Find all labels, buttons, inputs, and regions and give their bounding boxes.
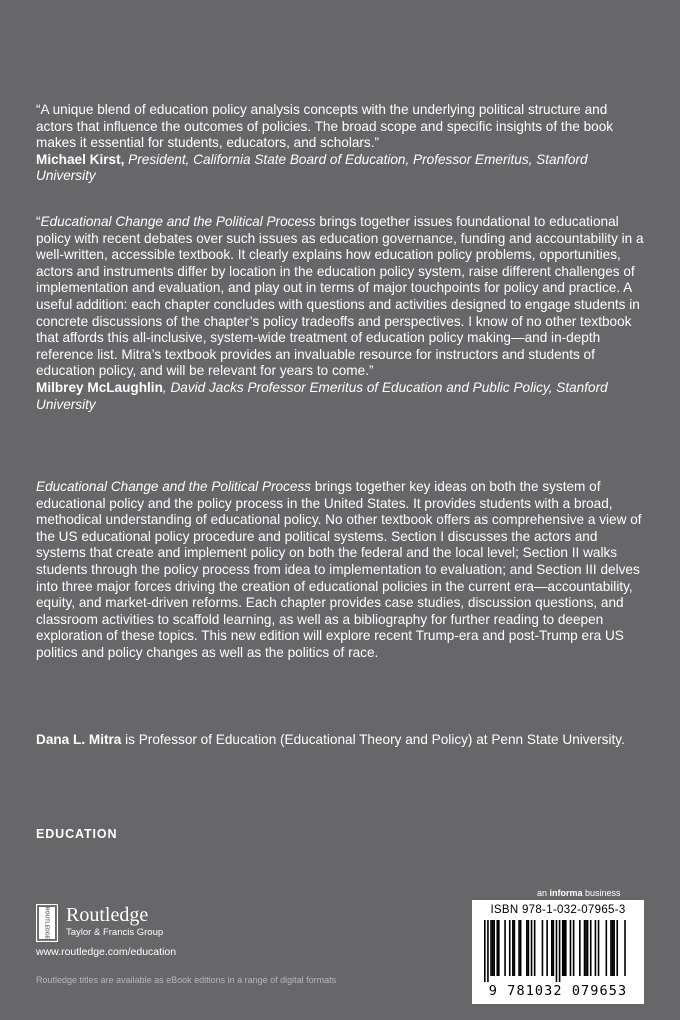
routledge-mark-icon [36, 904, 58, 942]
endorsement-1 [36, 102, 648, 185]
routledge-mark-text: ROUTLEDGE [43, 906, 50, 940]
endorsement-2 [36, 214, 648, 413]
book-description-text [36, 479, 648, 662]
barcode-bar [616, 920, 618, 976]
endorsement-2-name: Milbrey McLaughlin [36, 379, 163, 395]
barcode-bar [563, 920, 565, 976]
barcode-bar [595, 920, 597, 976]
barcode-bar [546, 920, 548, 976]
endorsement-2-affiliation: , David Jacks Professor Emeritus of Education and Public Policy, Stanford University [36, 379, 608, 412]
barcode-bar [624, 920, 626, 976]
informa-brand: informa [549, 888, 583, 898]
endorsement-1-quote: “A unique blend of education policy analysis concepts with the underlying political structure and actors that influence the outcomes of policies. The broad scope and specific insights of the book makes it essential for students, educators, and scholars.” [36, 102, 614, 151]
barcode-bar [504, 920, 506, 976]
barcode-bar [570, 920, 572, 976]
endorsement-2-book-title: Educational Change and the Political Process [40, 214, 316, 229]
ebook-note: Routledge titles are available as eBook editions in a range of digital formats [36, 975, 337, 985]
author-bio-text [36, 732, 648, 749]
barcode-bar [526, 920, 528, 976]
informa-tagline [537, 888, 621, 898]
barcode-bar [590, 920, 592, 976]
barcode-bar [556, 920, 558, 982]
barcode-bar [612, 920, 614, 976]
barcode-bar [531, 920, 533, 976]
publisher-group: Taylor & Francis Group [66, 927, 164, 938]
barcode-bar [584, 920, 586, 976]
book-description [36, 479, 648, 662]
barcode-bar [565, 920, 567, 976]
informa-prefix: an [537, 888, 550, 898]
barcode-bar [606, 920, 608, 976]
subject-category: EDUCATION [36, 827, 118, 841]
publisher-website: www.routledge.com/education [36, 946, 177, 958]
barcode-bar [553, 920, 555, 976]
endorsement-2-quote-open: “ [36, 214, 41, 229]
barcode-bar [610, 920, 612, 976]
barcode-bar [585, 920, 587, 976]
informa-suffix: business [582, 888, 621, 898]
author-bio [36, 732, 648, 749]
publisher-logo-text [66, 904, 163, 939]
author-name: Dana L. Mitra [36, 732, 122, 747]
barcode-bar [587, 920, 589, 976]
barcode-bar [598, 920, 600, 976]
barcode-bar [613, 920, 615, 976]
barcode-bar [520, 920, 522, 976]
barcode-bar [492, 920, 494, 976]
barcode-bar [551, 920, 553, 976]
barcode-digits: 9 781032 079653 [488, 983, 628, 999]
barcode-bars [484, 920, 632, 982]
barcode-bar [490, 920, 492, 976]
isbn-label: ISBN 978-1-032-07965-3 [490, 904, 626, 916]
barcode-bar [514, 920, 516, 976]
barcode-bar [562, 920, 564, 976]
endorsement-1-affiliation: President, California State Board of Education, Professor Emeritus, Stanford University [36, 151, 588, 184]
endorsement-2-quote-body: brings together issues foundational to educational policy with recent debates over such issues as education governance, funding and accountability in a well-written, accessible textbook. It clearly explains how education policy problems, opportunities, actors and instruments differ by location in the education policy system, raise different challenges of implementation and evaluation, and play out in terms of major touchpoints for policy and practice. A useful addition: each chapter concludes with questions and activities designed to engage students in concrete discussions of the chapter’s policy tradeoffs and perspectives. I know of no other textbook that affords this all-inclusive, system-wide treatment of education policy making—and in-depth reference list. Mitra’s textbook provides an invaluable resource for instructors and students of education policy, and will be relevant for years to come.” [36, 214, 644, 379]
barcode-bar [518, 920, 520, 976]
barcode-bar [573, 920, 575, 976]
endorsement-1-name: Michael Kirst, [36, 151, 125, 167]
barcode-bar [542, 920, 544, 976]
barcode-bar [528, 920, 530, 976]
author-bio-body: is Professor of Education (Educational Theory and Policy) at Penn State University. [121, 732, 625, 747]
endorsement-1-attribution [36, 152, 648, 185]
barcode-bar [484, 920, 486, 982]
barcode-bar [487, 920, 489, 982]
barcode-bar [509, 920, 511, 976]
isbn-barcode [472, 900, 644, 1004]
barcode-bar [559, 920, 561, 982]
endorsement-2-attribution [36, 380, 648, 413]
endorsement-2-quote [36, 214, 648, 380]
barcode-bar [496, 920, 498, 976]
barcode-bar [498, 920, 500, 976]
barcode-bar [579, 920, 581, 976]
barcode-bar [534, 920, 536, 976]
barcode-bar [493, 920, 495, 976]
book-description-body: brings together key ideas on both the system of educational policy and the policy process in the United States. It provides students with a broad, methodical understanding of educational policy. No other textbook offers as comprehensive a view of the US educational policy procedure and political systems. Section I discusses the actors and systems that create and implement policy on both the federal and the local level; Section II walks students through the policy process from idea to implementation to evaluation; and Section III delves into three major forces driving the creation of educational policies in the current era—accountability, equity, and market-driven reforms. Each chapter provides case studies, discussion questions, and classroom activities to scaffold learning, as well as a bibliography for further reading to deepen exploration of these topics. This new edition will explore recent Trump-era and post-Trump era US politics and policy changes as well as the politics of race. [36, 479, 642, 660]
publisher-name: Routledge [66, 904, 149, 926]
barcode-bar [512, 920, 514, 976]
book-description-title: Educational Change and the Political Process [36, 479, 312, 494]
